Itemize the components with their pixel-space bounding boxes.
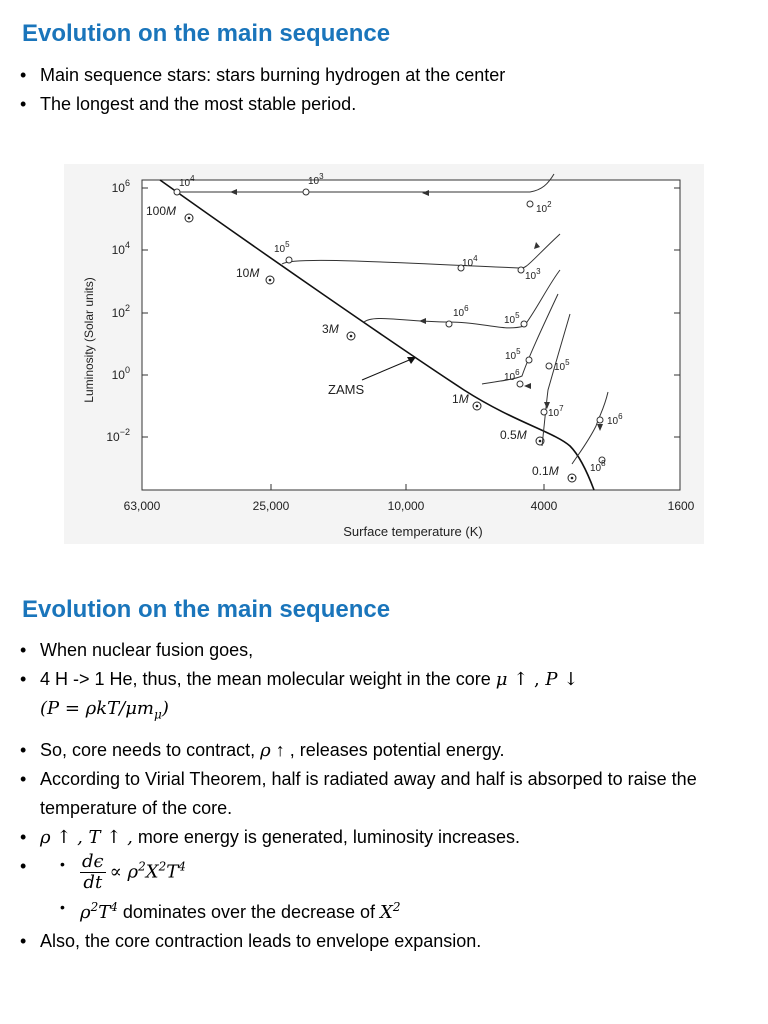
x-tick-label: 63,000 xyxy=(123,499,161,513)
bullet: • ρ ↑ , T ↑ , more energy is generated, luminosity increases. xyxy=(20,823,738,852)
time-label: $10^6$ xyxy=(504,368,520,383)
time-label: $10^8$ xyxy=(590,459,606,474)
sub-bullet: • $\rho^2T^4$ dominates over the decrease of $X^2$ xyxy=(40,893,738,927)
bullet: • So, core needs to contract, ρ ↑ , releases potential energy. xyxy=(20,736,738,765)
bullet: • The longest and the most stable period. xyxy=(20,90,738,119)
x-tick-label: 25,000 xyxy=(252,499,290,513)
time-label: $10^5$ xyxy=(504,311,520,326)
time-label: $10^2$ xyxy=(536,200,552,215)
y-tick-label: $10^2$ xyxy=(111,303,130,320)
slide2-bullets xyxy=(20,636,738,956)
bullet: • According to Virial Theorem, half is radiated away and half is absorped to raise the temperature of the core. xyxy=(20,765,738,823)
x-tick-label: 4000 xyxy=(530,499,558,513)
x-axis-label: Surface temperature (K) xyxy=(343,524,483,539)
time-label: $10^5$ xyxy=(505,347,521,362)
time-label: $10^4$ xyxy=(462,254,478,269)
sub-bullet-formula: • • $\frac{d\epsilon}{dt}$ ∝ $\rho^2X^2T^4$ xyxy=(40,852,738,893)
bullet: • Main sequence stars: stars burning hydrogen at the center xyxy=(20,61,738,90)
mass-label: 0.1M xyxy=(532,464,559,478)
slide1-title: Evolution on the main sequence xyxy=(22,20,391,47)
time-label: $10^6$ xyxy=(453,304,469,319)
bullet: • Also, the core contraction leads to envelope expansion. xyxy=(20,927,738,956)
time-label: $10^6$ xyxy=(607,412,623,427)
bullet: • 4 H -> 1 He, thus, the mean molecular weight in the core μ ↑ , P ↓ (P = ρkT/$\mu m_\mu$) xyxy=(20,665,738,730)
mass-label: 10M xyxy=(236,266,260,280)
time-label: $10^7$ xyxy=(548,404,564,419)
x-tick-label: 1600 xyxy=(667,499,695,513)
bullet: • When nuclear fusion goes, xyxy=(20,636,738,665)
slide2-title: Evolution on the main sequence xyxy=(22,596,391,623)
x-tick-label: 10,000 xyxy=(387,499,425,513)
slide1-bullets xyxy=(20,61,738,119)
time-label: $10^3$ xyxy=(525,267,541,282)
hr-diagram-chart xyxy=(64,164,704,544)
time-label: $10^4$ xyxy=(179,174,195,189)
y-tick-label: $10^0$ xyxy=(111,365,130,382)
zams-label: ZAMS xyxy=(328,382,365,397)
plot-frame xyxy=(142,180,680,490)
mass-label: 3M xyxy=(322,322,339,336)
mass-label: 100M xyxy=(146,204,177,218)
y-tick-label: $10^4$ xyxy=(111,240,130,257)
y-axis-label: Luminosity (Solar units) xyxy=(82,277,96,403)
y-tick-label: $10^6$ xyxy=(111,178,130,195)
bullet xyxy=(20,852,738,927)
time-label: $10^5$ xyxy=(554,358,570,373)
time-label: $10^3$ xyxy=(308,172,324,187)
y-tick-label: $10^{-2}$ xyxy=(106,427,130,444)
mass-label: 1M xyxy=(452,392,469,406)
mass-label: 0.5M xyxy=(500,428,527,442)
time-label: $10^5$ xyxy=(274,240,290,255)
